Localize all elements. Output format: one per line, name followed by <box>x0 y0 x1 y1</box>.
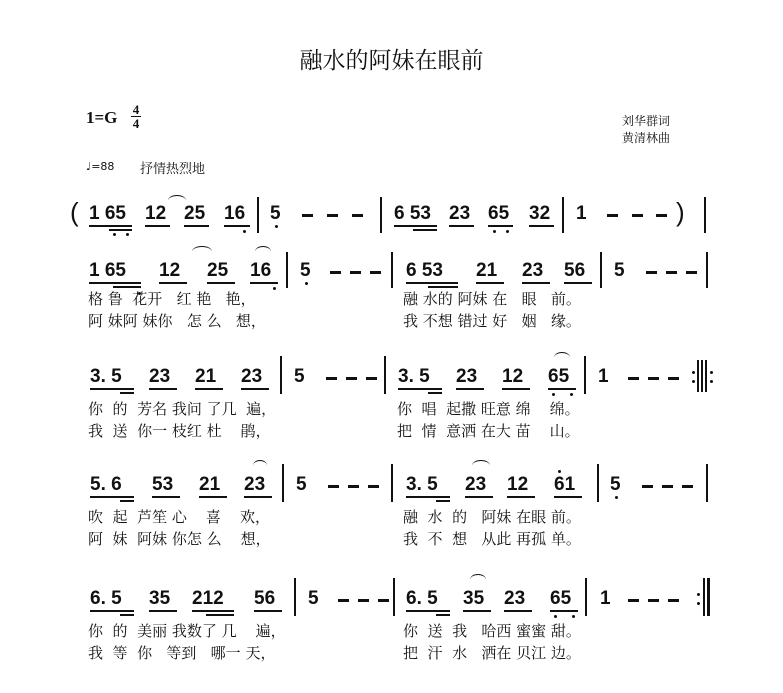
note-group: 65 <box>488 203 510 224</box>
note-group: 16 <box>250 260 272 281</box>
lyric-verse-2: 我 送 你一 枝红 杜 鹃， <box>88 422 271 440</box>
key-signature: 1=G <box>86 108 118 127</box>
note: 5 <box>308 588 319 609</box>
lyric-verse-1b: 你 送 我 哈西 蜜蜜 甜。 <box>403 622 581 640</box>
note-group: 21 <box>476 260 498 281</box>
lyric-verse-2b: 我 不 想 从此 再孤 单。 <box>403 530 581 548</box>
lyric-verse-2b: 把 情 意洒 在大 苗 山。 <box>397 422 580 440</box>
expression-marking: 抒情热烈地 <box>140 162 206 177</box>
lyric-verse-2: 我 等 你 等到 哪一 天， <box>88 644 276 662</box>
lyric-verse-2b: 我 不想 错过 好 姻 缘。 <box>403 312 581 330</box>
lyric-verse-2: 阿 妹 阿妹 你怎 么 想， <box>88 530 271 548</box>
note-group: 6. 5 <box>406 588 438 609</box>
lyric-verse-1b: 你 唱 起撒 旺意 绵 绵。 <box>397 400 580 418</box>
note-group: 12 <box>159 260 181 281</box>
note-group: 6 53 <box>394 203 431 224</box>
note-group: 21 <box>199 474 221 495</box>
note-group: 35 <box>149 588 171 609</box>
close-paren: ) <box>676 197 685 227</box>
note-group: 23 <box>465 474 487 495</box>
note-group: 25 <box>207 260 229 281</box>
note-group: 23 <box>149 366 171 387</box>
note: 5 <box>300 260 311 281</box>
note-group: 212 <box>192 588 224 609</box>
note-group: 23 <box>449 203 471 224</box>
note: 5 <box>270 203 281 224</box>
note-group: 3. 5 <box>406 474 438 495</box>
time-signature-bottom: 4 <box>132 116 140 131</box>
note: 5 <box>614 260 625 281</box>
song-title: 融水的阿妹在眼前 <box>299 48 484 74</box>
note-group: 1 65 <box>89 260 126 281</box>
lyricist: 刘华群词 <box>622 114 671 128</box>
note: 5 <box>296 474 307 495</box>
note-group: 1 65 <box>89 203 126 224</box>
tempo-marking: ♩=88 <box>86 160 115 173</box>
note: 1 <box>598 366 609 387</box>
note-group: 53 <box>152 474 174 495</box>
note-group: 56 <box>254 588 276 609</box>
lyric-verse-1b: 融 水的 阿妹 在 眼 前。 <box>403 290 581 308</box>
note-group: 5. 6 <box>90 474 122 495</box>
note-group: 3. 5 <box>398 366 430 387</box>
note: 1 <box>576 203 587 224</box>
lyric-verse-1b: 融 水 的 阿妹 在眼 前。 <box>403 508 581 526</box>
note-group: 32 <box>529 203 551 224</box>
credits <box>622 113 670 147</box>
note-group: 65 <box>550 588 572 609</box>
note-group: 56 <box>564 260 586 281</box>
note-group: 25 <box>184 203 206 224</box>
lyric-verse-1: 格 鲁 花开 红 艳 艳， <box>88 290 256 308</box>
lyric-verse-1: 你 的 芳名 我问 了几 遍， <box>88 400 277 418</box>
note-group: 16 <box>224 203 246 224</box>
note-group: 61 <box>554 474 576 495</box>
note: 5 <box>610 474 621 495</box>
note-group: 12 <box>502 366 524 387</box>
note: 5 <box>294 366 305 387</box>
note-group: 3. 5 <box>90 366 122 387</box>
time-signature <box>130 103 142 130</box>
note-group: 23 <box>244 474 266 495</box>
note-group: 6. 5 <box>90 588 122 609</box>
note-group: 23 <box>522 260 544 281</box>
lyric-verse-1: 吹 起 芦笙 心 喜 欢， <box>88 508 270 526</box>
lyric-verse-2b: 把 汗 水 洒在 贝江 边。 <box>403 644 581 662</box>
open-paren: ( <box>70 197 79 227</box>
note-group: 35 <box>463 588 485 609</box>
time-signature-top: 4 <box>132 102 140 117</box>
lyric-verse-2: 阿 妹阿 妹你 怎 么 想， <box>88 312 266 330</box>
note-group: 12 <box>507 474 529 495</box>
note-group: 23 <box>456 366 478 387</box>
lyric-verse-1: 你 的 美丽 我数了 几 遍， <box>88 622 286 640</box>
note-group: 12 <box>145 203 167 224</box>
note-group: 23 <box>504 588 526 609</box>
note-group: 6 53 <box>406 260 443 281</box>
note-group: 21 <box>195 366 217 387</box>
composer: 黄清林曲 <box>622 131 671 145</box>
note-group: 65 <box>548 366 570 387</box>
note: 1 <box>600 588 611 609</box>
note-group: 23 <box>241 366 263 387</box>
